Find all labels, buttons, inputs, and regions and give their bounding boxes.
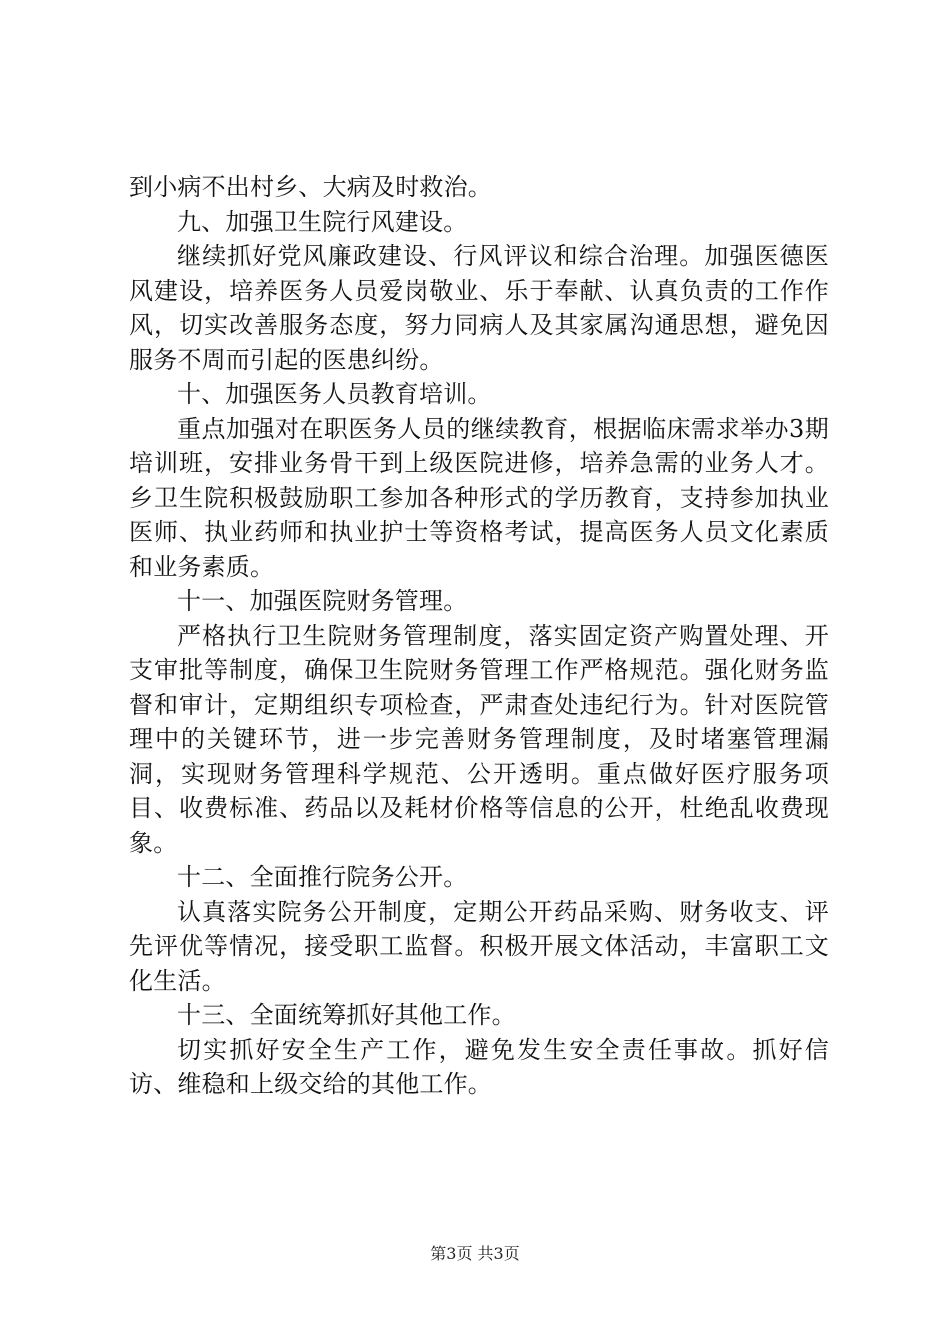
section-heading-11: 十一、加强医院财务管理。 (177, 587, 468, 615)
section-heading-12: 十二、全面推行院务公开。 (177, 863, 468, 891)
paragraph-2: 继续抓好党风廉政建设、行风评议和综合治理。加强医德医风建设，培养医务人员爱岗敬业、乐于奉献、认真负责的工作作风，切实改善服务态度，努力同病人及其家属沟通思想，避免因服务不周而引起的医患纠纷。 (129, 242, 829, 374)
paragraph-1: 到小病不出村乡、大病及时救治。 (129, 173, 492, 201)
document-body (129, 170, 829, 1102)
section-heading-13: 十三、全面统筹抓好其他工作。 (177, 1001, 516, 1029)
paragraph-5: 认真落实院务公开制度，定期公开药品采购、财务收支、评先评优等情况，接受职工监督。积极开展文体活动，丰富职工文化生活。 (129, 897, 829, 995)
paragraph-4: 严格执行卫生院财务管理制度，落实固定资产购置处理、开支审批等制度，确保卫生院财务管理工作严格规范。强化财务监督和审计，定期组织专项检查，严肃查处违纪行为。针对医院管理中的关键环节，进一步完善财务管理制度，及时堵塞管理漏洞，实现财务管理科学规范、公开透明。重点做好医疗服务项目、收费标准、药品以及耗材价格等信息的公开，杜绝乱收费现象。 (129, 621, 829, 857)
page-number-footer: 第3页 共3页 (430, 1244, 520, 1263)
paragraph-6: 切实抓好安全生产工作，避免发生安全责任事故。抓好信访、维稳和上级交给的其他工作。 (129, 1035, 829, 1098)
section-heading-10: 十、加强医务人员教育培训。 (177, 380, 492, 408)
section-heading-9: 九、加强卫生院行风建设。 (177, 207, 468, 236)
paragraph-3: 重点加强对在职医务人员的继续教育，根据临床需求举办3期培训班，安排业务骨干到上级医院进修，培养急需的业务人才。乡卫生院积极鼓励职工参加各种形式的学历教育，支持参加执业医师、执业药师和执业护士等资格考试，提高医务人员文化素质和业务素质。 (129, 414, 829, 581)
